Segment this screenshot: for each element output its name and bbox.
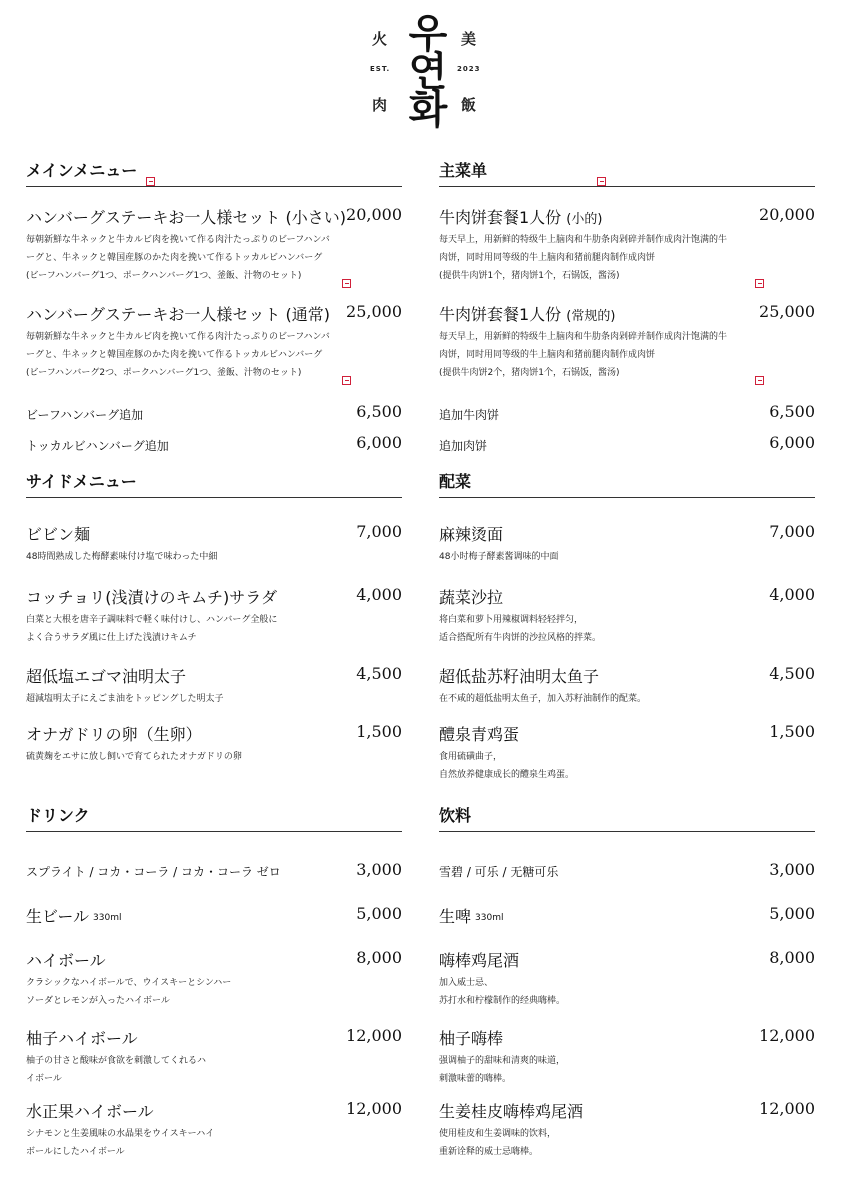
item-name: 超低盐苏籽油明太鱼子 xyxy=(439,667,600,686)
item-price: 5,000 xyxy=(769,904,815,923)
logo-year: 2023 xyxy=(457,65,481,73)
item-price: 25,000 xyxy=(759,302,815,321)
restaurant-logo xyxy=(0,11,856,134)
item-description: 硫黄麹をエサに放し飼いで育てられたオナガドリの卵 xyxy=(26,752,242,762)
item-description: 48時間熟成した梅酵素味付け塩で味わった中細 xyxy=(26,552,218,562)
section-title-drink: 饮料 xyxy=(439,802,815,832)
section-title-side: 配菜 xyxy=(439,468,815,498)
item-name: 追加肉饼 xyxy=(439,439,488,453)
item-name: ビビン麺 xyxy=(26,525,91,544)
item-price: 6,500 xyxy=(769,402,815,421)
item-description: 48小时梅子酵素酱调味的中面 xyxy=(439,552,559,562)
section-title-drink: ドリンク xyxy=(26,802,402,832)
logo-char-beauty: 美 xyxy=(461,30,477,48)
item-price: 12,000 xyxy=(346,1099,402,1118)
item-price: 12,000 xyxy=(759,1026,815,1045)
item-name: ハイボール xyxy=(26,951,106,970)
item-price: 7,000 xyxy=(769,522,815,541)
item-option: (小的) xyxy=(566,212,603,227)
logo-char-fire: 火 xyxy=(372,30,388,48)
translate-icon xyxy=(342,376,351,385)
item-price: 1,500 xyxy=(769,722,815,741)
item-name: 追加牛肉饼 xyxy=(439,408,500,422)
item-name: ビーフハンバーグ追加 xyxy=(26,408,144,422)
translate-icon xyxy=(146,177,155,186)
translate-icon xyxy=(342,279,351,288)
item-name: トッカルビハンバーグ追加 xyxy=(26,439,169,453)
item-name: 牛肉饼套餐1人份 (小的) xyxy=(439,208,603,227)
item-name: ハンバーグステーキお一人様セット (通常) xyxy=(26,305,330,324)
item-name: 雪碧 / 可乐 / 无糖可乐 xyxy=(439,865,559,879)
item-name: 生ビール 330ml xyxy=(26,907,122,926)
item-price: 12,000 xyxy=(346,1026,402,1045)
item-description: クラシックなハイボールで、ウイスキーとシンハー ソーダとレモンが入ったハイボール xyxy=(26,978,232,1006)
item-price: 3,000 xyxy=(769,860,815,879)
logo-hangul-2: 연 xyxy=(408,49,448,95)
item-name: 生姜桂皮嗨棒鸡尾酒 xyxy=(439,1102,584,1121)
item-name: 麻辣烫面 xyxy=(439,525,504,544)
item-name: 蔬菜沙拉 xyxy=(439,588,504,607)
item-name: コッチョリ(浅漬けのキムチ)サラダ xyxy=(26,588,278,607)
item-description: 每天早上，用新鲜的特级牛上脑肉和牛肋条肉剁碎并制作成肉汁饱满的牛 肉饼，同时用同等级的牛上脑肉和猪前腿肉制作成肉饼 (提供牛肉饼2个，猪肉饼1个，石锅饭，酱汤) xyxy=(439,332,728,378)
item-name: 牛肉饼套餐1人份 (常规的) xyxy=(439,305,616,324)
item-description: 在不咸的超低盐明太鱼子，加入苏籽油制作的配菜。 xyxy=(439,694,647,704)
item-price: 3,000 xyxy=(356,860,402,879)
item-name: 超低塩エゴマ油明太子 xyxy=(26,667,187,686)
item-description: 白菜と大根を唐辛子調味料で軽く味付けし、ハンバーグ全般に よく合うサラダ風に仕上げた浅漬けキムチ xyxy=(26,615,278,643)
item-name: 水正果ハイボール xyxy=(26,1102,154,1121)
item-price: 8,000 xyxy=(356,948,402,967)
section-title-main: 主菜单 xyxy=(439,157,815,187)
item-option: (常规的) xyxy=(566,309,616,324)
item-description: 毎朝新鮮な牛ネックと牛カルビ肉を挽いて作る肉汁たっぷりのビーフハンバ ーグと、牛ネックと韓国産豚のかた肉を挽いて作るトッカルビハンバーグ (ビーフハンバーグ1つ、ポークハンバーグ1つ、釜飯、汁物のセット) xyxy=(26,235,330,281)
item-description: 毎朝新鮮な牛ネックと牛カルビ肉を挽いて作る肉汁たっぷりのビーフハンバ ーグと、牛ネックと韓国産豚のかた肉を挽いて作るトッカルビハンバーグ (ビーフハンバーグ2つ、ポークハンバーグ1つ、釜飯、汁物のセット) xyxy=(26,332,330,378)
item-name: 生啤 330ml xyxy=(439,907,504,926)
translate-icon xyxy=(755,376,764,385)
item-price: 20,000 xyxy=(346,205,402,224)
item-price: 25,000 xyxy=(346,302,402,321)
logo-char-rice: 飯 xyxy=(461,96,477,114)
item-description: 食用硫磺曲子， 自然放养健康成长的醴泉生鸡蛋。 xyxy=(439,752,575,780)
item-description: 使用桂皮和生姜调味的饮料， 重新诠释的威士忌嗨棒。 xyxy=(439,1129,557,1157)
item-price: 7,000 xyxy=(356,522,402,541)
logo-hangul-1: 우 xyxy=(408,11,448,57)
item-price: 5,000 xyxy=(356,904,402,923)
logo-char-meat: 肉 xyxy=(372,96,388,114)
item-price: 4,000 xyxy=(356,585,402,604)
item-name: オナガドリの卵（生卵） xyxy=(26,725,202,744)
item-description: 强调柚子的甜味和清爽的味道， 刺激味蕾的嗨棒。 xyxy=(439,1056,566,1084)
item-price: 8,000 xyxy=(769,948,815,967)
item-description: シナモンと生姜風味の水晶果をウイスキーハイ ボールにしたハイボール xyxy=(26,1129,215,1157)
item-name: 嗨棒鸡尾酒 xyxy=(439,951,520,970)
logo-hangul-3: 화 xyxy=(408,87,448,133)
item-price: 4,500 xyxy=(356,664,402,683)
item-description: 超減塩明太子にえごま油をトッピングした明太子 xyxy=(26,694,224,704)
item-description: 每天早上，用新鲜的特级牛上脑肉和牛肋条肉剁碎并制作成肉汁饱满的牛 肉饼，同时用同等级的牛上脑肉和猪前腿肉制作成肉饼 (提供牛肉饼1个，猪肉饼1个，石锅饭，酱汤) xyxy=(439,235,728,281)
item-price: 20,000 xyxy=(759,205,815,224)
item-price: 12,000 xyxy=(759,1099,815,1118)
translate-icon xyxy=(597,177,606,186)
item-name: 醴泉青鸡蛋 xyxy=(439,725,520,744)
item-description: 将白菜和萝卜用辣椒调料轻轻拌匀， 适合搭配所有牛肉饼的沙拉风格的拌菜。 xyxy=(439,615,602,643)
item-price: 6,500 xyxy=(356,402,402,421)
item-price: 4,000 xyxy=(769,585,815,604)
item-description: 柚子の甘さと酸味が食欲を刺激してくれるハ イボール xyxy=(26,1056,207,1084)
item-price: 1,500 xyxy=(356,722,402,741)
section-title-main: メインメニュー xyxy=(26,157,402,187)
item-price: 6,000 xyxy=(769,433,815,452)
item-price: 4,500 xyxy=(769,664,815,683)
item-name: ハンバーグステーキお一人様セット (小さい) xyxy=(26,208,346,227)
section-title-side: サイドメニュー xyxy=(26,468,402,498)
item-description: 加入威士忌、 苏打水和柠檬制作的经典嗨棒。 xyxy=(439,978,566,1006)
item-name: 柚子ハイボール xyxy=(26,1029,138,1048)
item-volume: 330ml xyxy=(475,913,504,923)
item-price: 6,000 xyxy=(356,433,402,452)
translate-icon xyxy=(755,279,764,288)
item-name: スプライト / コカ・コーラ / コカ・コーラ ゼロ xyxy=(26,865,281,879)
item-volume: 330ml xyxy=(93,913,122,923)
logo-est-label: EST. xyxy=(370,65,391,73)
item-name: 柚子嗨棒 xyxy=(439,1029,504,1048)
